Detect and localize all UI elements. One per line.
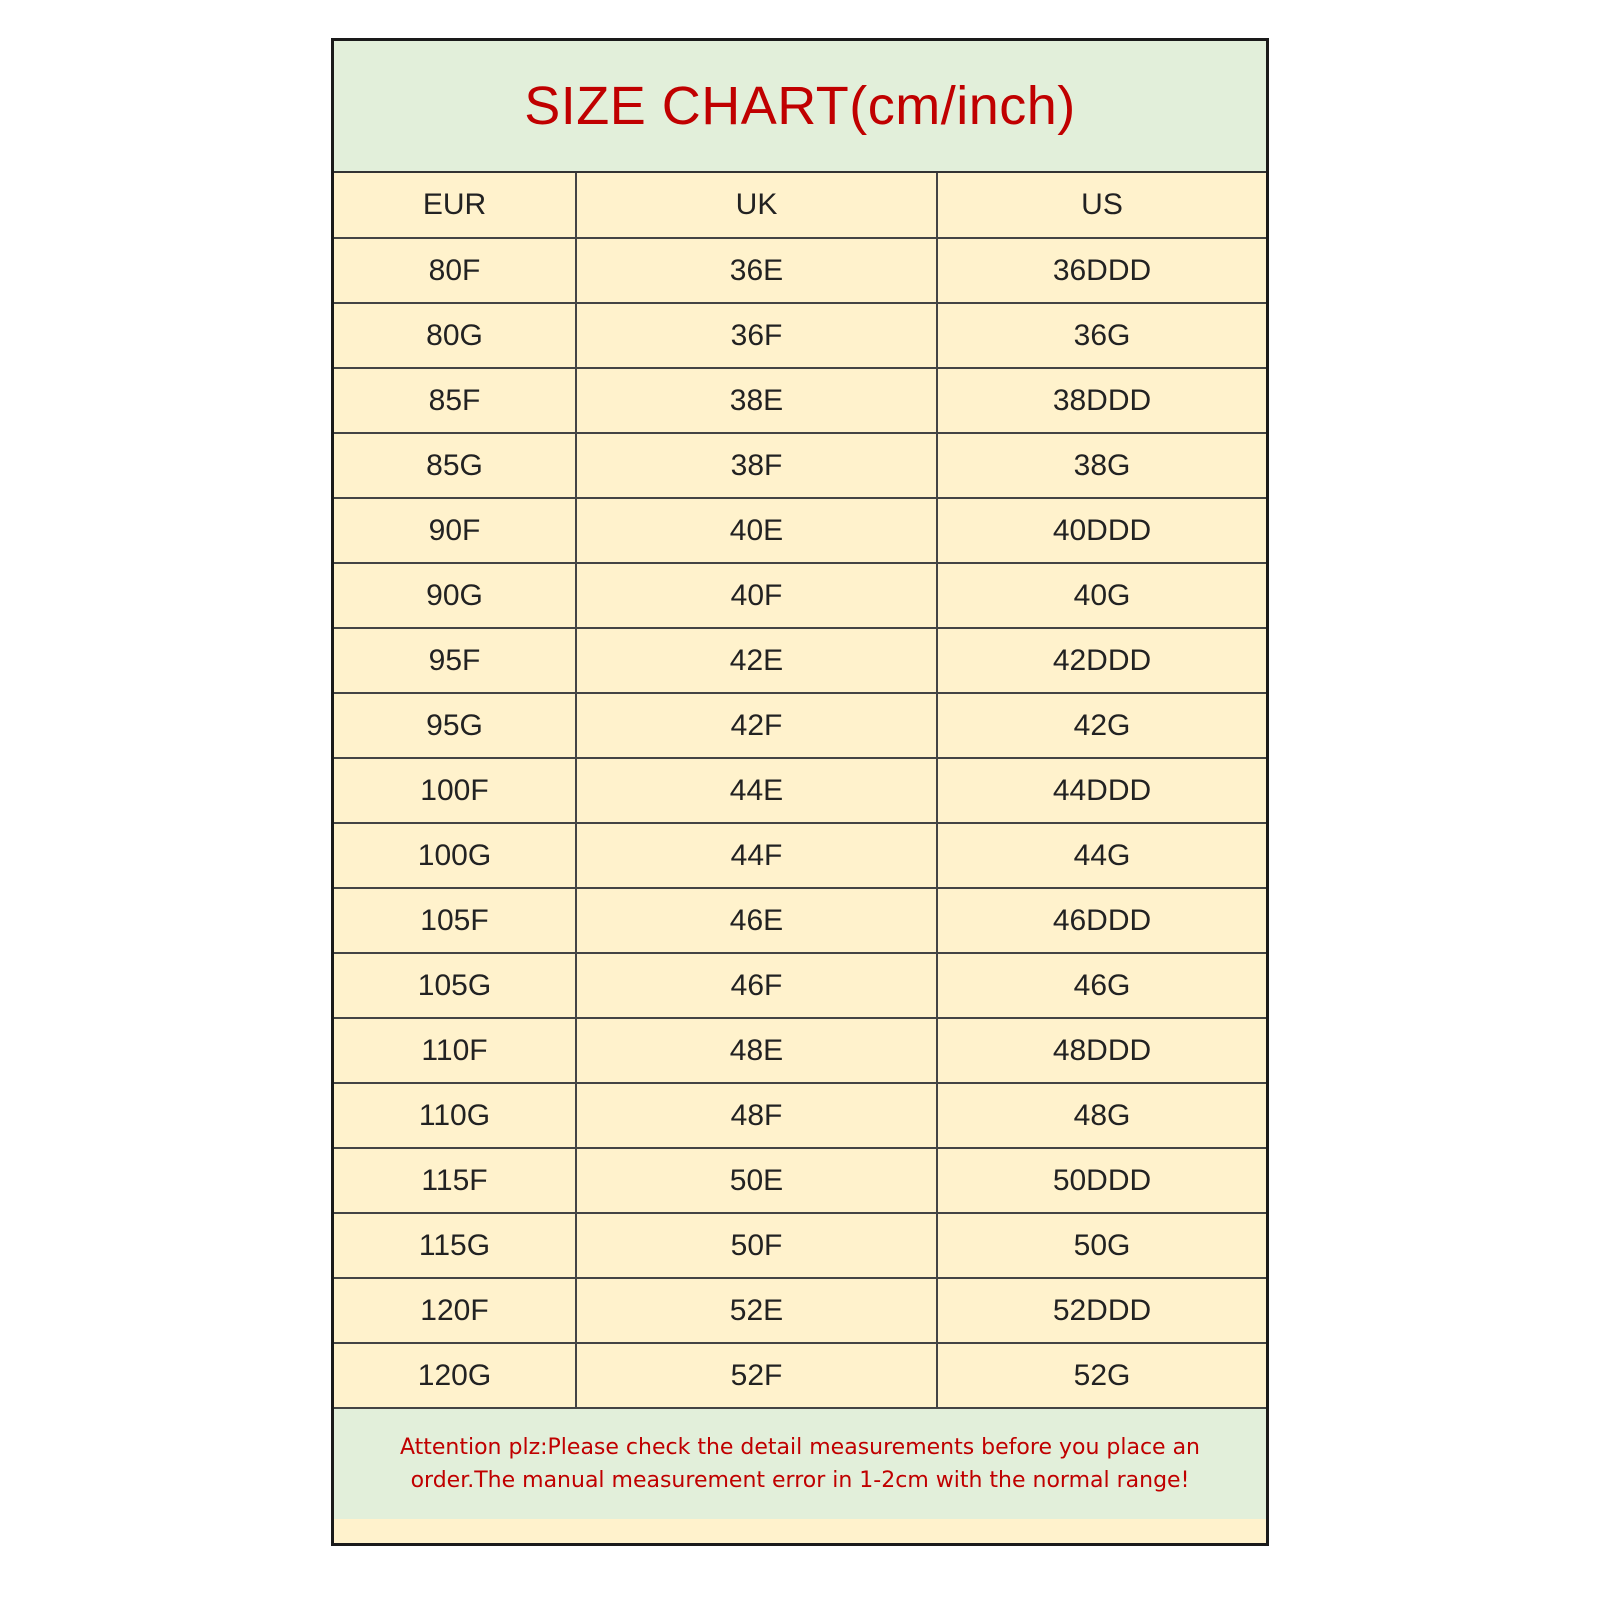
cell-uk: 50E: [576, 1148, 937, 1213]
cell-us: 46G: [937, 953, 1266, 1018]
table-row: [334, 628, 1266, 693]
table-body: [334, 238, 1266, 1408]
cell-eur: 95F: [334, 628, 576, 693]
cell-uk: 48F: [576, 1083, 937, 1148]
header-eur: EUR: [334, 173, 576, 238]
cell-us: 38DDD: [937, 368, 1266, 433]
header-uk: UK: [576, 173, 937, 238]
cell-eur: 105G: [334, 953, 576, 1018]
cell-uk: 38F: [576, 433, 937, 498]
table-row: [334, 823, 1266, 888]
cell-uk: 44F: [576, 823, 937, 888]
cell-uk: 48E: [576, 1018, 937, 1083]
size-table: [334, 173, 1266, 1409]
table-row: [334, 238, 1266, 303]
cell-us: 46DDD: [937, 888, 1266, 953]
table-row: [334, 563, 1266, 628]
cell-us: 52DDD: [937, 1278, 1266, 1343]
cell-eur: 110G: [334, 1083, 576, 1148]
attention-notice: Attention plz:Please check the detail measurements before you place an order.The manual measurement error in 1-2cm with the normal range!: [334, 1409, 1266, 1519]
cell-us: 44DDD: [937, 758, 1266, 823]
table-header-row: [334, 173, 1266, 238]
cell-us: 50G: [937, 1213, 1266, 1278]
cell-eur: 100G: [334, 823, 576, 888]
cell-eur: 105F: [334, 888, 576, 953]
table-row: [334, 1213, 1266, 1278]
cell-us: 40DDD: [937, 498, 1266, 563]
cell-uk: 42F: [576, 693, 937, 758]
cell-uk: 52E: [576, 1278, 937, 1343]
cell-eur: 110F: [334, 1018, 576, 1083]
cell-us: 48DDD: [937, 1018, 1266, 1083]
cell-uk: 42E: [576, 628, 937, 693]
table-row: [334, 953, 1266, 1018]
cell-uk: 50F: [576, 1213, 937, 1278]
cell-uk: 52F: [576, 1343, 937, 1408]
cell-us: 52G: [937, 1343, 1266, 1408]
cell-eur: 95G: [334, 693, 576, 758]
chart-title: SIZE CHART(cm/inch): [524, 76, 1076, 136]
cell-uk: 38E: [576, 368, 937, 433]
cell-uk: 46F: [576, 953, 937, 1018]
cell-us: 38G: [937, 433, 1266, 498]
table-row: [334, 693, 1266, 758]
table-row: [334, 1148, 1266, 1213]
cell-eur: 85G: [334, 433, 576, 498]
table-row: [334, 1278, 1266, 1343]
cell-eur: 115F: [334, 1148, 576, 1213]
table-row: [334, 1343, 1266, 1408]
cell-eur: 115G: [334, 1213, 576, 1278]
cell-us: 36DDD: [937, 238, 1266, 303]
header-us: US: [937, 173, 1266, 238]
cell-us: 48G: [937, 1083, 1266, 1148]
cell-uk: 36F: [576, 303, 937, 368]
table-row: [334, 498, 1266, 563]
cell-eur: 90F: [334, 498, 576, 563]
cell-us: 40G: [937, 563, 1266, 628]
cell-us: 44G: [937, 823, 1266, 888]
cell-eur: 100F: [334, 758, 576, 823]
table-row: [334, 1083, 1266, 1148]
cell-eur: 120F: [334, 1278, 576, 1343]
table-row: [334, 1018, 1266, 1083]
size-chart: [331, 38, 1269, 1546]
table-row: [334, 368, 1266, 433]
cell-eur: 80F: [334, 238, 576, 303]
cell-us: 50DDD: [937, 1148, 1266, 1213]
title-band: [334, 41, 1266, 173]
cell-us: 42DDD: [937, 628, 1266, 693]
cell-eur: 120G: [334, 1343, 576, 1408]
cell-eur: 85F: [334, 368, 576, 433]
table-row: [334, 888, 1266, 953]
cell-us: 36G: [937, 303, 1266, 368]
cell-eur: 80G: [334, 303, 576, 368]
cell-uk: 36E: [576, 238, 937, 303]
cell-uk: 44E: [576, 758, 937, 823]
table-row: [334, 433, 1266, 498]
table-row: [334, 303, 1266, 368]
cell-eur: 90G: [334, 563, 576, 628]
cell-uk: 40E: [576, 498, 937, 563]
cell-uk: 40F: [576, 563, 937, 628]
cell-uk: 46E: [576, 888, 937, 953]
table-row: [334, 758, 1266, 823]
cell-us: 42G: [937, 693, 1266, 758]
